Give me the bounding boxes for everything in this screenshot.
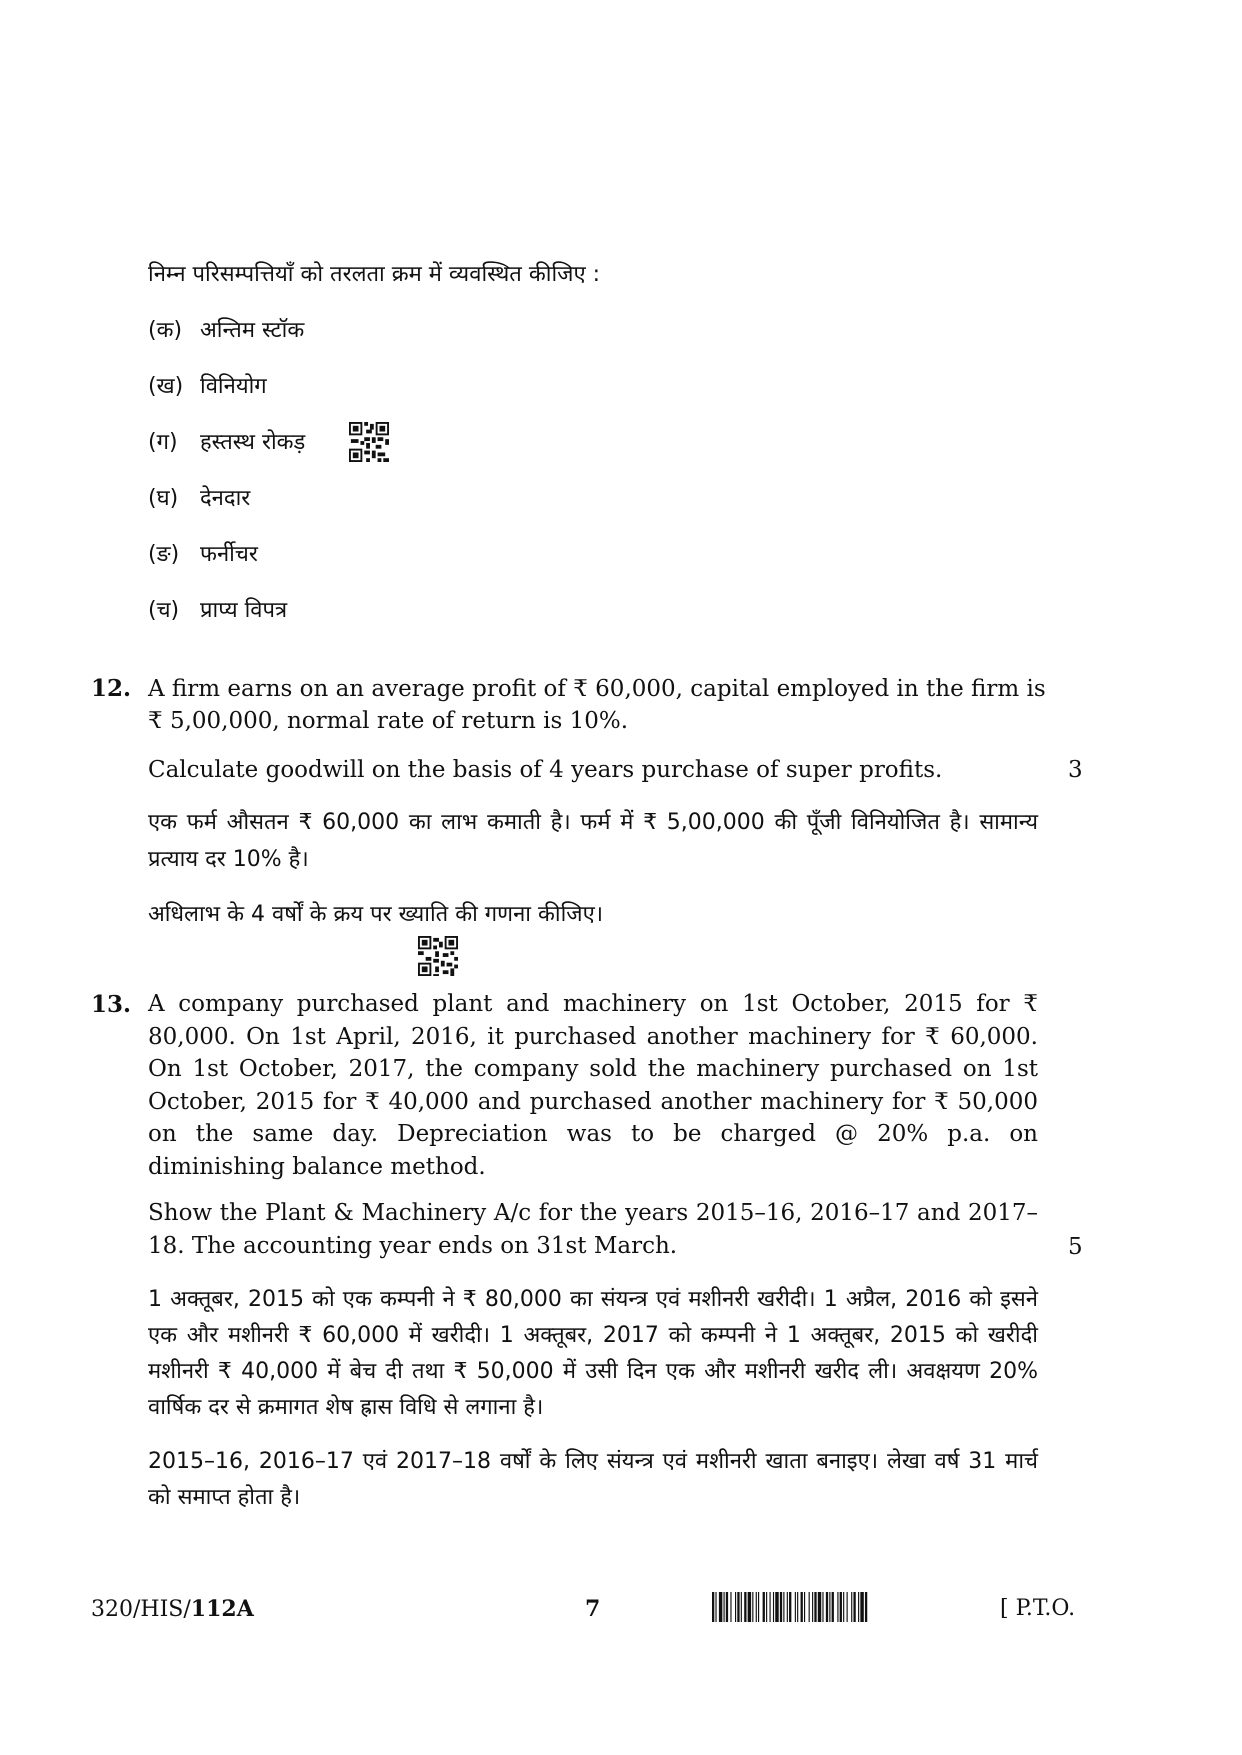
option-ga [148,426,305,460]
option-label: (ग) [148,430,178,455]
question-13-number: 13. [91,991,132,1018]
question-12-en-task: Calculate goodwill on the basis of 4 years purchase of super profits. [148,757,943,783]
question-12-en-line2: ₹ 5,00,000, normal rate of return is 10%. [148,708,629,734]
option-text: विनियोग [200,374,267,399]
option-text: फर्नीचर [200,542,258,567]
barcode-icon [712,1592,988,1622]
question-13-marks: 5 [1068,1234,1083,1260]
question-12-hi-para: एक फर्म औसतन ₹ 60,000 का लाभ कमाती है। फर्म में ₹ 5,00,000 की पूँजी विनियोजित है। सामान्य प्रत्याय दर 10% है। [148,810,1038,872]
question-12-hi-task: अधिलाभ के 4 वर्षों के क्रय पर ख्याति की गणना कीजिए। [148,902,604,927]
option-label: (क) [148,318,183,343]
option-text: हस्तस्थ रोकड़ [200,430,306,455]
question-13-en-para: A company purchased plant and machinery on 1st October, 2015 for ₹ 80,000. On 1st April, 2016, it purchased another machinery for ₹ 60,000. On 1st October, 2017, the company sold the machinery purchased on 1st October, 2015 for ₹ 40,000 and purchased another machinery for ₹ 50,000 on the same day. Depreciation was to be charged @ 20% p.a. on diminishing balance method. [148,991,1038,1180]
question-13-hi-task: 2015–16, 2016–17 एवं 2017–18 वर्षों के लिए संयन्त्र एवं मशीनरी खाता बनाइए। लेखा वर्ष 31 मार्च को समाप्त होता है। [148,1449,1038,1510]
option-ka [148,314,304,348]
option-kha [148,370,267,404]
option-text: देनदार [200,486,251,511]
option-text: अन्तिम स्टॉक [200,318,305,343]
option-nga [148,538,258,572]
page-number: 7 [585,1596,601,1622]
paper-code-prefix: 320/HIS/ [91,1597,191,1622]
option-text: प्राप्य विपत्र [200,598,288,623]
option-gha [148,482,250,516]
option-label: (ङ) [148,542,180,567]
intro-instruction: निम्न परिसम्पत्तियाँ को तरलता क्रम में व्यवस्थित कीजिए : [148,262,601,287]
option-label: (च) [148,598,180,623]
paper-code [91,1594,254,1625]
question-12-marks: 3 [1068,757,1083,783]
question-13-hi-para: 1 अक्तूबर, 2015 को एक कम्पनी ने ₹ 80,000 का संयन्त्र एवं मशीनरी खरीदी। 1 अप्रैल, 2016 को इसने एक और मशीनरी ₹ 60,000 में खरीदी। 1 अक्तूबर, 2017 को कम्पनी ने 1 अक्तूबर, 2015 को खरीदी मशीनरी ₹ 40,000 में बेच दी तथा ₹ 50,000 में उसी दिन एक और मशीनरी खरीद ली। अवक्षयण 20% वार्षिक दर से क्रमागत शेष ह्रास विधि से लगाना है। [148,1287,1038,1420]
option-label: (घ) [148,486,179,511]
question-13-en-task: Show the Plant & Machinery A/c for the years 2015–16, 2016–17 and 2017–18. The accounting year ends on 31st March. [148,1200,1038,1259]
question-12-en-line1: A firm earns on an average profit of ₹ 60,000, capital employed in the firm is [148,676,1046,702]
option-cha [148,594,287,628]
pto-label: [ P.T.O. [1000,1596,1076,1621]
option-label: (ख) [148,374,184,399]
paper-code-suffix: 112A [190,1596,254,1622]
qr-code-icon [349,422,389,462]
question-12-number: 12. [91,675,132,702]
qr-code-icon [418,936,458,976]
